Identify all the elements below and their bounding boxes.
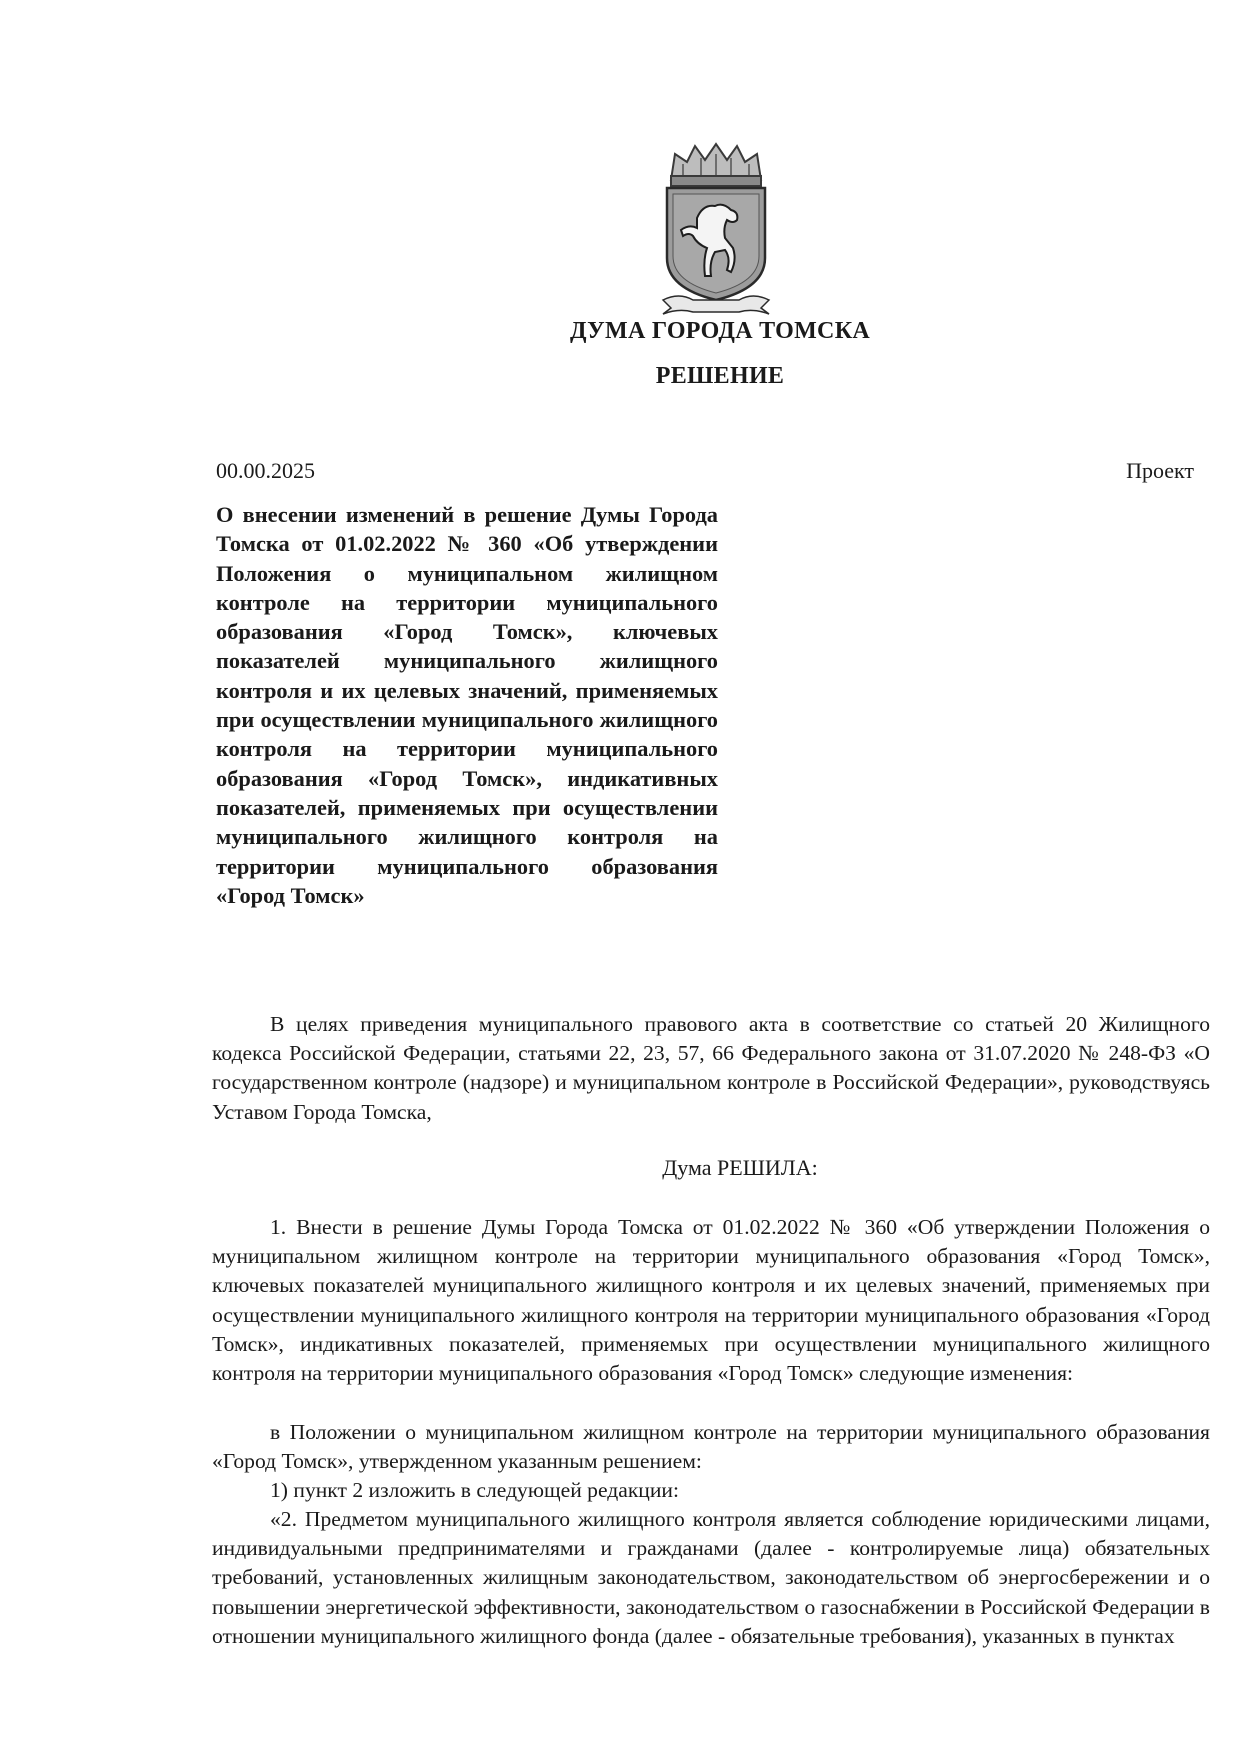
decision-heading: Дума РЕШИЛА: bbox=[662, 1155, 818, 1180]
document-kind: РЕШЕНИЕ bbox=[655, 363, 785, 389]
document-status: Проект bbox=[1126, 458, 1194, 483]
item-1-paragraph: 1. Внести в решение Думы Города Томска от 01.02.2022 № 360 «Об утверждении Положения о муниципальном жилищном контроле на территории муниципального образования «Город Томск», ключевых показателей муниципального жилищного контроля и их целевых значений, применяемых при осуществлении муниципального жилищного контроля на территории муниципального образования «Город Томск», индикативных показателей, применяемых при осуществлении муниципального жилищного контроля на территории муниципального образования «Город Томск» следующие изменения: bbox=[212, 1215, 1210, 1386]
tomsk-coat-of-arms-icon bbox=[653, 140, 779, 316]
document-date: 00.00.2025 bbox=[216, 458, 315, 483]
clause-paragraph: 1) пункт 2 изложить в следующей редакции: bbox=[270, 1478, 679, 1502]
preamble-paragraph: В целях приведения муниципального правового акта в соответствие со статьей 20 Жилищного кодекса Российской Федерации, статьями 22, 23, 57, 66 Федерального закона от 31.07.2020 № 248-ФЗ «О государственном контроле (надзоре) и муниципальном контроле в Российской Федерации», руководствуясь Уставом Города Томска, bbox=[212, 1012, 1210, 1124]
quoted-clause-paragraph: «2. Предметом муниципального жилищного контроля является соблюдение юридическими лицами, индивидуальными предпринимателями и гражданами (далее - контролируемые лица) обязательных требований, установленных жилищным законодательством, законодательством об энергосбережении и о повышении энергетической эффективности, законодательством о газоснабжении в Российской Федерации в отношении муниципального жилищного фонда (далее - обязательные требования), указанных в пунктах bbox=[212, 1507, 1210, 1648]
document-title: О внесении изменений в решение Думы Города Томска от 01.02.2022 № 360 «Об утверждении Положения о муниципальном жилищном контроле на территории муниципального образования «Город Томск», ключевых показателей муниципального жилищного контроля и их целевых значений, применяемых при осуществлении муниципального жилищного контроля на территории муниципального образования «Город Томск», индикативных показателей, применяемых при осуществлении муниципального жилищного контроля на территории муниципального образования «Город Томск» bbox=[216, 502, 718, 908]
amendment-paragraph: в Положении о муниципальном жилищном контроле на территории муниципального образования «Город Томск», утвержденном указанным решением: bbox=[212, 1420, 1210, 1474]
organization-name: ДУМА ГОРОДА ТОМСКА bbox=[569, 318, 871, 344]
